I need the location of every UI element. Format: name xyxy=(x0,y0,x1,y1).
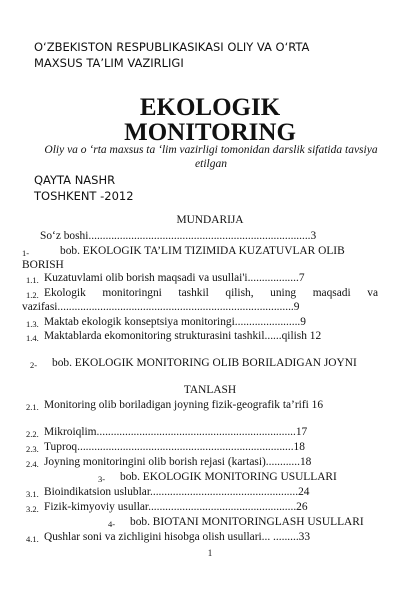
item-number: 1.4. xyxy=(26,333,39,343)
book-title-line-1: EKOLOGIK xyxy=(139,94,281,121)
item-text: Joyning monitoringini olib borish rejasi (kartasi)............18 xyxy=(44,456,312,468)
item-number: 1.3. xyxy=(26,319,39,329)
toc-item xyxy=(22,330,378,344)
ministry-line-1: O‘ZBEKISTON RESPUBLIKASIKASI OLIY VA O‘RTA xyxy=(34,40,310,54)
place-year: TOSHKENT -2012 xyxy=(34,189,134,203)
chapter-title: bob. EKOLOGIK MONITORING OLIB BORILADIGAN JOYNI xyxy=(52,357,357,369)
toc-item xyxy=(22,287,378,314)
item-number: 2.4. xyxy=(26,459,39,469)
item-text: Bioindikatsion uslublar....................................................24 xyxy=(44,486,310,498)
page-number: 1 xyxy=(207,548,213,558)
chapter-number: 1- xyxy=(22,248,30,258)
ministry-line-2: MAXSUS TA’LIM VAZIRLIGI xyxy=(34,56,184,70)
item-text: Tuproq............................................................................18 xyxy=(44,441,305,453)
item-text: Monitoring olib boriladigan joyning fizik-geografik ta’rifi 16 xyxy=(44,399,324,411)
item-number: 2.3. xyxy=(26,444,39,454)
toc-item xyxy=(22,399,378,413)
item-text: Qushlar soni va zichligini hisobga olish usullari... .........33 xyxy=(44,531,311,543)
chapter-title: bob. EKOLOGIK MONITORING USULLARI xyxy=(120,471,337,483)
toc-chapter-2-continued: TANLASH xyxy=(183,384,237,396)
item-text: Fizik-kimyoviy usullar....................................................26 xyxy=(44,501,308,513)
item-number: 1.1. xyxy=(26,275,39,285)
recommendation-subtitle: Oliy va o ‘rta maxsus ta ‘lim vazirligi tomonidan darslik sifatida tavsiya etilgan xyxy=(44,144,378,170)
item-number: 3.1. xyxy=(26,489,39,499)
toc-heading: MUNDARIJA xyxy=(176,214,244,226)
edition-label: QAYTA NASHR xyxy=(34,173,116,187)
item-number: 4.1. xyxy=(26,534,39,544)
toc-intro: So‘z boshi..............................................................................3 xyxy=(40,230,317,242)
chapter-number: 2- xyxy=(30,360,38,370)
item-text: Ekologik monitoringni tashkil qilish, uning maqsadi va vazifasi...................................................................................9 xyxy=(22,287,378,313)
item-text: Mikroiqlim......................................................................17 xyxy=(44,426,308,438)
item-text: Kuzatuvlami olib borish maqsadi va usullai'i..................7 xyxy=(44,272,305,284)
item-number: 2.1. xyxy=(26,402,39,412)
item-number: 3.2. xyxy=(26,504,39,514)
toc-chapter-1 xyxy=(22,245,378,272)
chapter-number: 3- xyxy=(98,474,106,484)
toc-chapter-2 xyxy=(30,357,380,371)
item-number: 2.2. xyxy=(26,429,39,439)
chapter-title: bob. EKOLOGIK TA’LIM TIZIMIDA KUZATUVLAR OLIB BORISH xyxy=(22,245,345,271)
item-number: 1.2. xyxy=(26,290,39,300)
item-text: Maktablarda ekomonitoring strukturasini tashkil......qilish 12 xyxy=(44,330,322,342)
chapter-number: 4- xyxy=(108,519,116,529)
chapter-title: bob. BIOTANI MONITORINGLASH USULLARI xyxy=(130,516,364,528)
item-text: Maktab ekologik konseptsiya monitoringi.......................9 xyxy=(44,316,306,328)
book-title-line-2: MONITORING xyxy=(124,119,296,146)
